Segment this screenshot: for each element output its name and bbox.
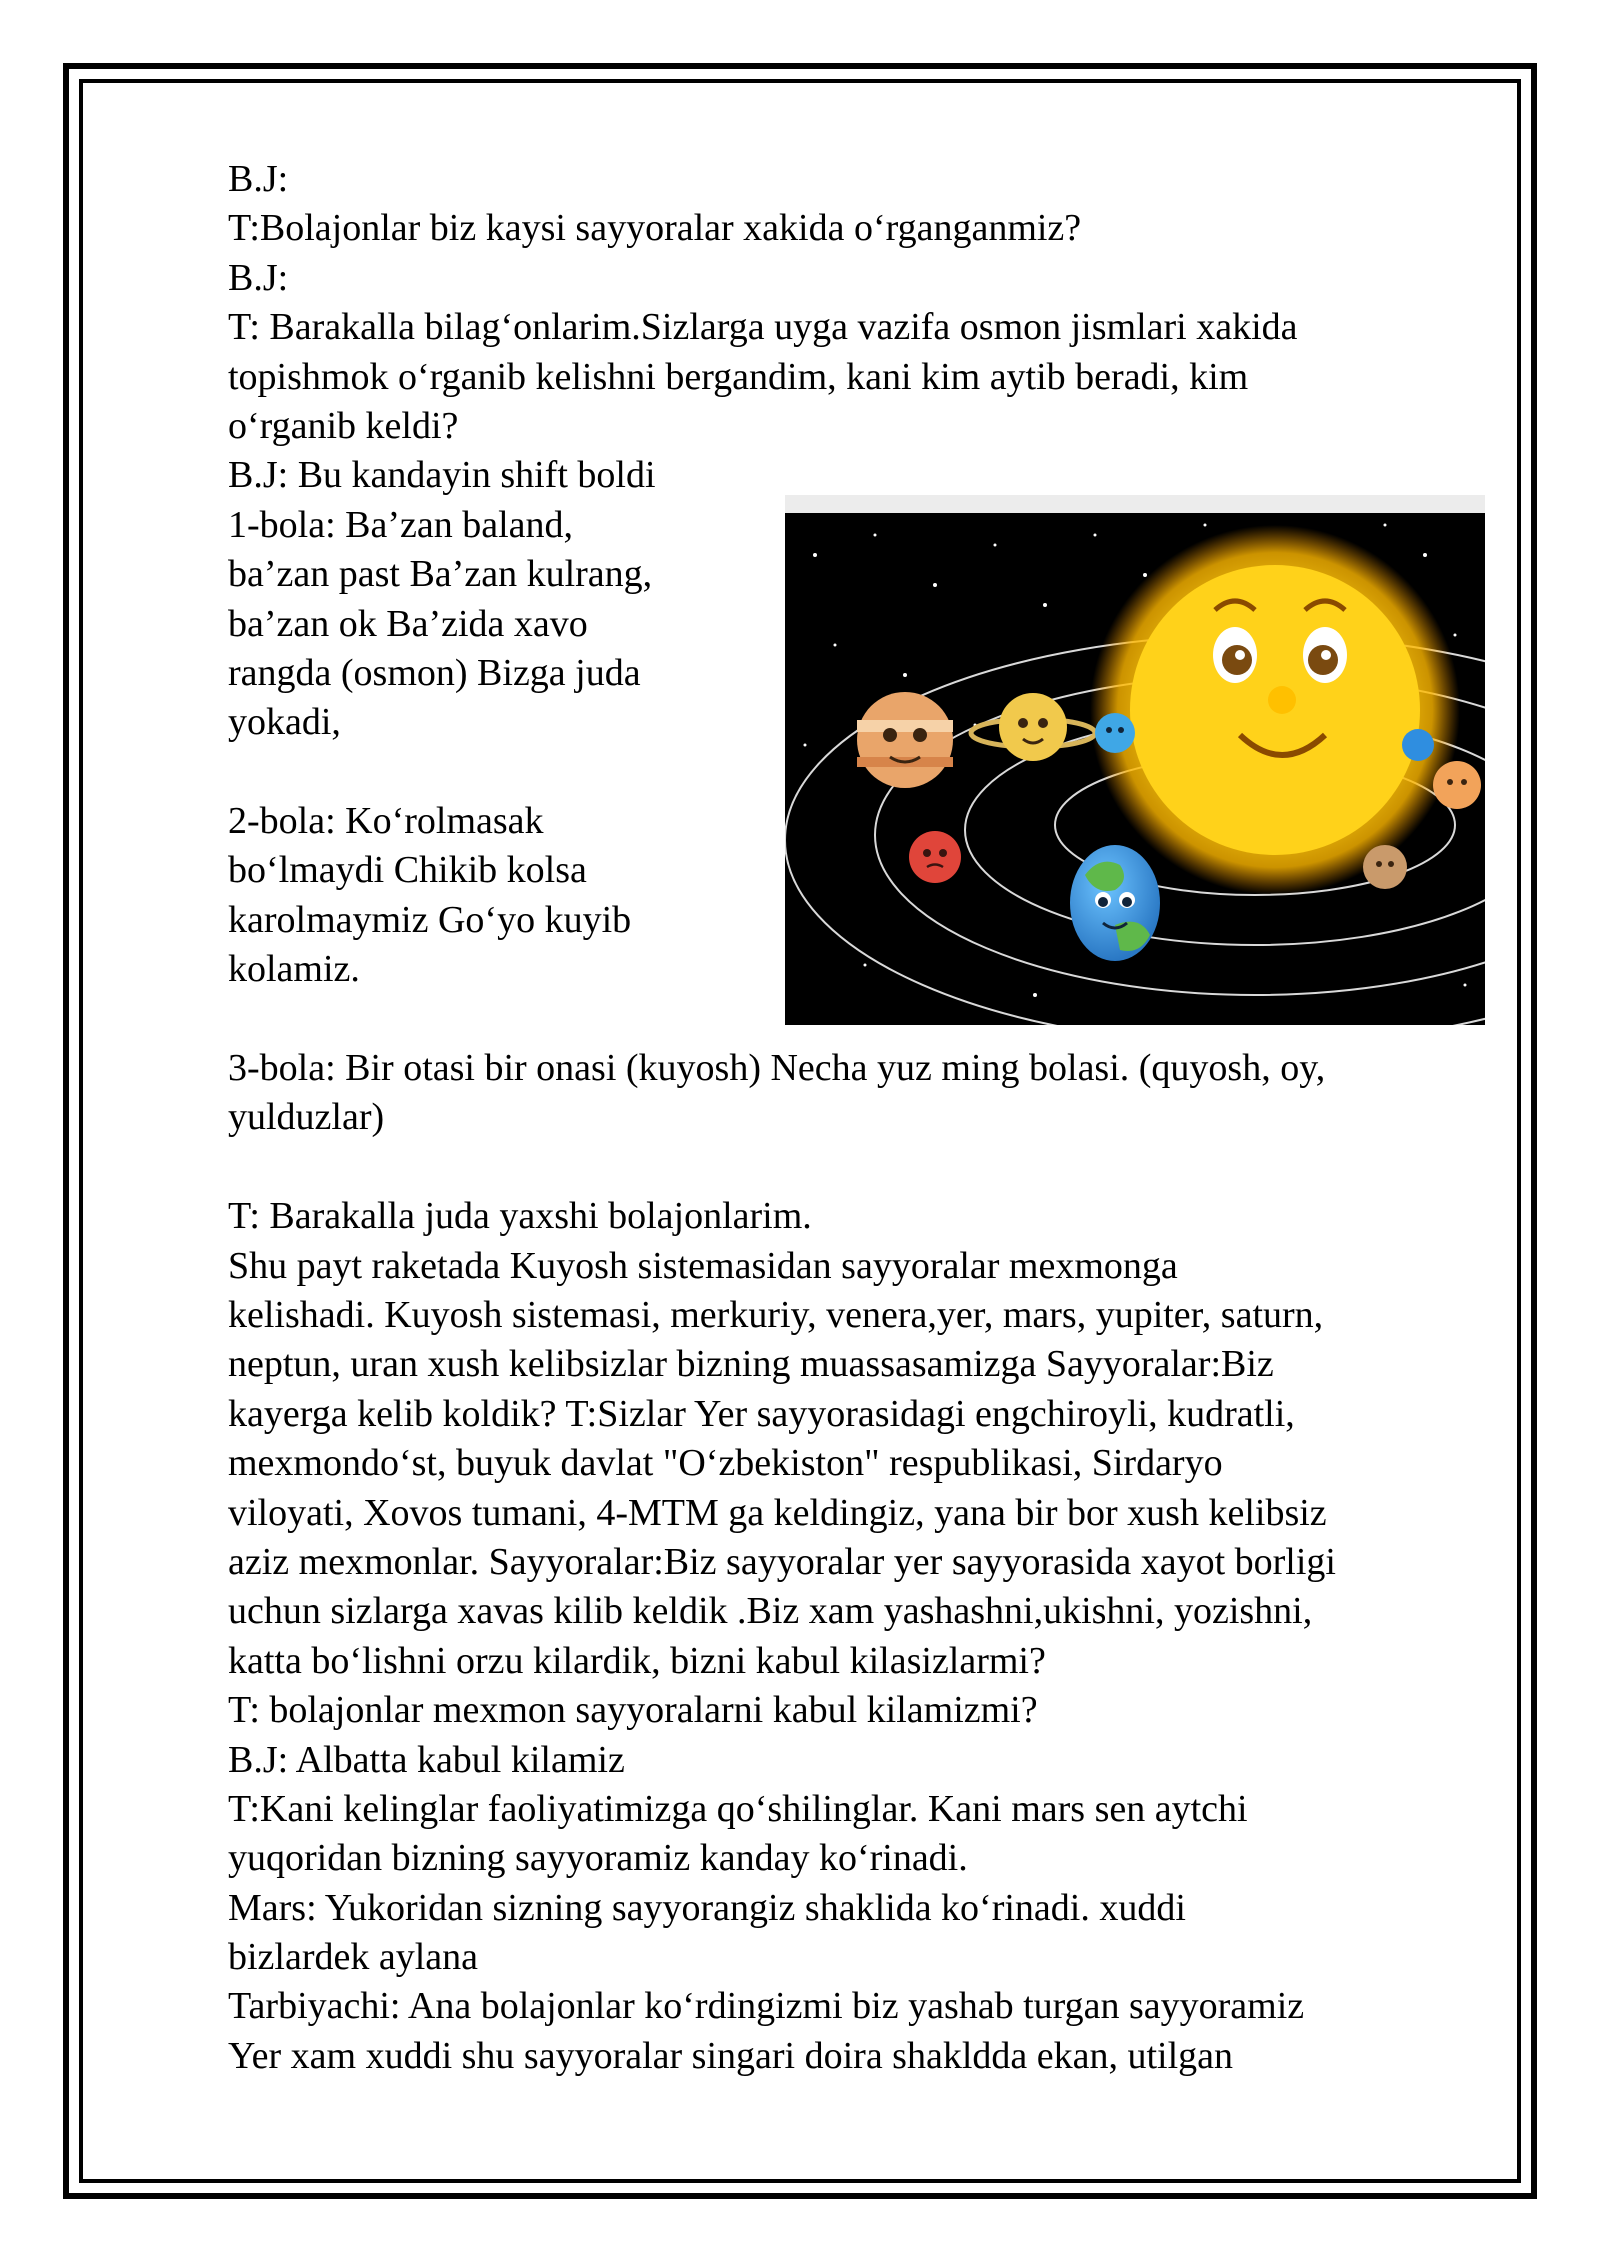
text-line: katta bo‘lishni orzu kilardik, bizni kabul kilasizlarmi? <box>228 1639 1046 1682</box>
earth <box>1070 845 1160 961</box>
sun <box>1090 525 1460 895</box>
text-line: o‘rganib keldi? <box>228 404 459 447</box>
text-line: ba’zan past Ba’zan kulrang, <box>228 553 653 596</box>
text-line: B.J: <box>228 256 289 299</box>
text-line: T:Bolajonlar biz kaysi sayyoralar xakida o‘rganganmiz? <box>228 207 1082 250</box>
text-line: Tarbiyachi: Ana bolajonlar ko‘rdingizmi biz yashab turgan sayyoramiz <box>228 1985 1305 2028</box>
text-line: kayerga kelib koldik? T:Sizlar Yer sayyorasidagi engchiroyli, kudratli, <box>228 1392 1295 1435</box>
text-line: kolamiz. <box>228 948 360 991</box>
saturn <box>971 693 1095 761</box>
text-line: ba’zan ok Ba’zida xavo <box>228 602 588 645</box>
text-line: B.J: Albatta kabul kilamiz <box>228 1738 625 1781</box>
uranus <box>1433 761 1481 809</box>
small-blue-planet <box>1402 729 1434 761</box>
text-line: yulduzlar) <box>228 1096 385 1139</box>
text-line: karolmaymiz Go‘yo kuyib <box>228 898 632 941</box>
text-line: yokadi, <box>228 701 341 744</box>
text-line: kelishadi. Kuyosh sistemasi, merkuriy, venera,yer, mars, yupiter, saturn, <box>228 1293 1324 1336</box>
document-text <box>228 155 1488 2081</box>
text-line: 3-bola: Bir otasi bir onasi (kuyosh) Necha yuz ming bolasi. (quyosh, oy, <box>228 1047 1326 1090</box>
text-line: aziz mexmonlar. Sayyoralar:Biz sayyoralar yer sayyorasida xayot borligi <box>228 1540 1336 1583</box>
text-line: viloyati, Xovos tumani, 4-MTM ga keldingiz, yana bir bor xush kelibsiz <box>228 1491 1327 1534</box>
text-line: T: Barakalla bilag‘onlarim.Sizlarga uyga vazifa osmon jismlari xakida <box>228 306 1298 349</box>
text-line: bizlardek aylana <box>228 1936 479 1979</box>
text-line: rangda (osmon) Bizga juda <box>228 651 641 694</box>
text-line: T: bolajonlar mexmon sayyoralarni kabul kilamizmi? <box>228 1689 1038 1732</box>
text-line: T:Kani kelinglar faoliyatimizga qo‘shilinglar. Kani mars sen aytchi <box>228 1787 1248 1830</box>
text-line: 2-bola: Ko‘rolmasak <box>228 800 544 843</box>
text-line: T: Barakalla juda yaxshi bolajonlarim. <box>228 1195 812 1238</box>
text-line: Shu payt raketada Kuyosh sistemasidan sayyoralar mexmonga <box>228 1244 1178 1287</box>
text-line: B.J: <box>228 158 289 200</box>
solar-system-drawing <box>785 495 1485 1025</box>
text-line: Yer xam xuddi shu sayyoralar singari doira shakldda ekan, utilgan <box>228 2034 1234 2077</box>
text-line: Mars: Yukoridan sizning sayyorangiz shaklida ko‘rinadi. xuddi <box>228 1886 1186 1929</box>
neptune <box>1095 713 1135 753</box>
text-line: mexmondo‘st, buyuk davlat "O‘zbekiston" respublikasi, Sirdaryo <box>228 1442 1223 1485</box>
mars <box>909 831 961 883</box>
blank-line <box>228 1143 1488 1192</box>
solar-system-illustration <box>785 495 1485 1025</box>
text-line: topishmok o‘rganib kelishni bergandim, kani kim aytib beradi, kim <box>228 355 1249 398</box>
text-line: bo‘lmaydi Chikib kolsa <box>228 849 587 892</box>
pluto <box>1363 845 1407 889</box>
jupiter <box>857 692 953 788</box>
text-line: 1-bola: Ba’zan baland, <box>228 503 574 546</box>
text-line: uchun sizlarga xavas kilib keldik .Biz xam yashashni,ukishni, yozishni, <box>228 1590 1313 1633</box>
text-line: yuqoridan bizning sayyoramiz kanday ko‘rinadi. <box>228 1837 968 1880</box>
text-line: B.J: Bu kandayin shift boldi <box>228 454 656 497</box>
text-line: neptun, uran xush kelibsizlar bizning muassasamizga Sayyoralar:Biz <box>228 1343 1274 1386</box>
